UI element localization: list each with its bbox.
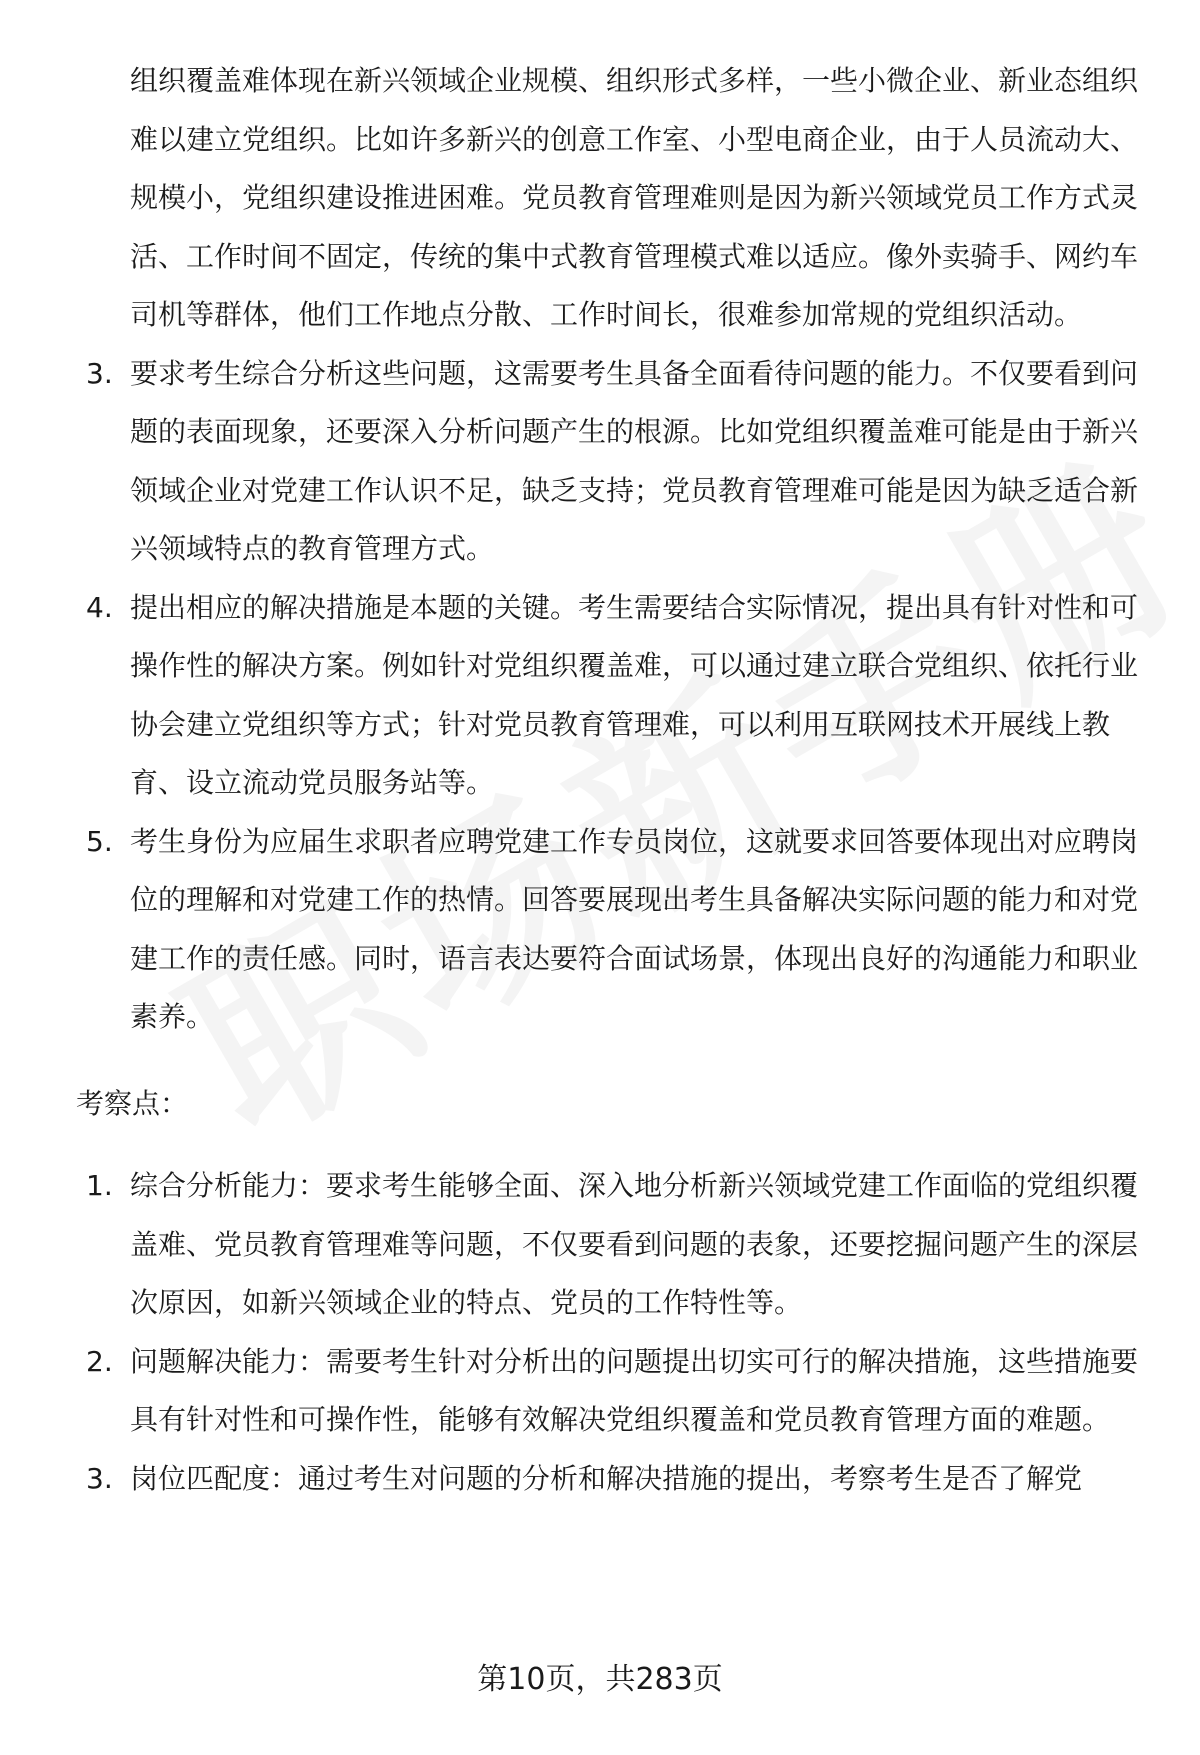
- page-footer: 第10页，共283页: [477, 1662, 723, 1697]
- list-item: [76, 579, 1146, 813]
- list-item: [76, 1157, 1146, 1333]
- section-heading: 考察点：: [76, 1086, 189, 1120]
- exam-points-list: [76, 1157, 1146, 1508]
- list-number: 3.: [86, 356, 113, 390]
- list-text: 要求考生综合分析这些问题，这需要考生具备全面看待问题的能力。不仅要看到问题的表面现象，还要深入分析问题产生的根源。比如党组织覆盖难可能是由于新兴领域企业对党建工作认识不足，缺乏支持；党员教育管理难可能是因为缺乏适合新兴领域特点的教育管理方式。: [130, 356, 1139, 565]
- list-number: 2.: [86, 1344, 113, 1378]
- list-text: 问题解决能力：需要考生针对分析出的问题提出切实可行的解决措施，这些措施要具有针对性和可操作性，能够有效解决党组织覆盖和党员教育管理方面的难题。: [130, 1344, 1139, 1436]
- list-number: 4.: [86, 590, 113, 624]
- list-text: 综合分析能力：要求考生能够全面、深入地分析新兴领域党建工作面临的党组织覆盖难、党员教育管理难等问题，不仅要看到问题的表象，还要挖掘问题产生的深层次原因，如新兴领域企业的特点、党员的工作特性等。: [130, 1169, 1139, 1319]
- list-text: 提出相应的解决措施是本题的关键。考生需要结合实际情况，提出具有针对性和可操作性的解决方案。例如针对党组织覆盖难，可以通过建立联合党组织、依托行业协会建立党组织等方式；针对党员教育管理难，可以利用互联网技术开展线上教育、设立流动党员服务站等。: [130, 590, 1139, 799]
- list-text: 考生身份为应届生求职者应聘党建工作专员岗位，这就要求回答要体现出对应聘岗位的理解和对党建工作的热情。回答要展现出考生具备解决实际问题的能力和对党建工作的责任感。同时，语言表达要符合面试场景，体现出良好的沟通能力和职业素养。: [130, 824, 1139, 1033]
- list-item: [76, 1450, 1146, 1509]
- list-number: 1.: [86, 1169, 113, 1202]
- list-number: 3.: [86, 1461, 113, 1495]
- list-item: [76, 345, 1146, 579]
- list-text: 岗位匹配度：通过考生对问题的分析和解决措施的提出，考察考生是否了解党: [130, 1461, 1083, 1495]
- list-number: 5.: [86, 824, 113, 858]
- list-item: [76, 813, 1146, 1047]
- list-item: [76, 1333, 1146, 1450]
- analysis-list: [76, 345, 1146, 1047]
- page-content: [76, 52, 1146, 1508]
- continuation-paragraph: 组织覆盖难体现在新兴领域企业规模、组织形式多样，一些小微企业、新业态组织难以建立党组织。比如许多新兴的创意工作室、小型电商企业，由于人员流动大、规模小，党组织建设推进困难。党员教育管理难则是因为新兴领域党员工作方式灵活、工作时间不固定，传统的集中式教育管理模式难以适应。像外卖骑手、网约车司机等群体，他们工作地点分散、工作时间长，很难参加常规的党组织活动。: [130, 64, 1139, 331]
- section-gap: [76, 1047, 1146, 1075]
